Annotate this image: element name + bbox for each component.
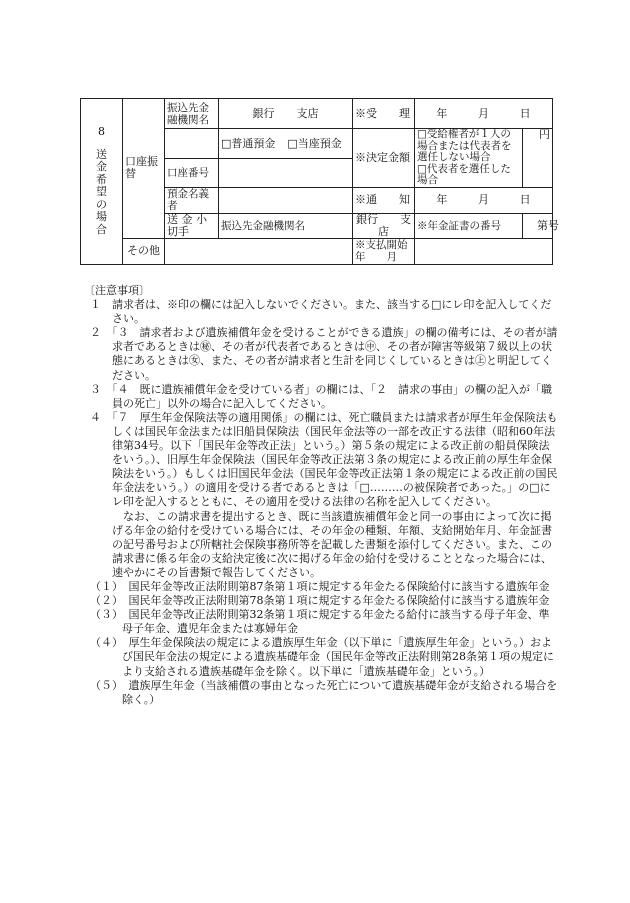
decision-amount-options[interactable]	[415, 129, 523, 188]
checkbox-ordinary-deposit[interactable]: □普通預金	[221, 136, 276, 150]
dest-bank-label: 振込先金融機関名	[165, 99, 219, 129]
payment-start-label: ※支払開始年 月	[353, 238, 415, 264]
account-number-label: 口座番号	[165, 159, 219, 187]
pension-subitem-4: （４） 厚生年金保険法の規定による遺族厚生年金（以下単に「遺族厚生年金」という。）および国民年金法の規定による遺族基礎年金（国民年金等改正法附則第28条第１項の規定により支給される遺族基礎年金を除く。以下単に「遺族基礎年金」という。）	[90, 636, 554, 678]
other-label: その他	[123, 238, 165, 264]
account-holder-label: 預金名義者	[165, 187, 219, 213]
pension-cert-field[interactable]: 第 号	[523, 213, 553, 238]
section-8-label: 8 送 金 希 望 の 場 合	[81, 99, 123, 265]
remittance-table	[80, 98, 559, 265]
account-transfer-label: 口座振替	[123, 99, 165, 239]
pension-subitem-2: （２） 国民年金等改正法附則第78条第１項に規定する年金たる保険給付に該当する遺族年金	[90, 594, 550, 608]
pension-cert-label: ※年金証書の番号	[415, 213, 523, 238]
received-date-field[interactable]: 年 月 日	[415, 99, 553, 129]
received-label: ※受 理	[353, 99, 415, 129]
note-3: ３ 「４ 既に遺族補償年金を受けている者」の欄には、「２ 請求の事由」の欄の記入が「職員の死亡」以外の場合に記入してください。	[90, 382, 552, 410]
dest-bank-field[interactable]: 銀行 支店	[219, 99, 353, 129]
remit-check-label: 送 金 小切手	[165, 213, 219, 238]
account-holder-field[interactable]	[219, 187, 353, 213]
notes-section	[84, 284, 558, 707]
other-field[interactable]	[165, 238, 353, 264]
pension-subitem-1: （１） 国民年金等改正法附則第87条第１項に規定する年金たる保険給付に該当する遺族年金	[90, 579, 550, 593]
note-2: ２ 「３ 請求者および遺族補償年金を受けることができる遺族」の欄の備考には、その者が請求者であるときは㊙、その者が代表者であるときは㊥、その者が障害等級第７級以上の状態にあるときは㊛、また、その者が請求者と生計を同じくしているときは㊤と明記してください。	[90, 326, 558, 382]
checkbox-current-deposit[interactable]: □当座預金	[287, 136, 342, 150]
decision-amount-label: ※決定金額	[353, 129, 415, 188]
note-4: ４ 「７ 厚生年金保険法等の適用関係」の欄には、死亡職員または請求者が厚生年金保険法もしくは国民年金法または旧船員保険法（国民年金法等の一部を改正する法律（昭和60年法律第34号。以下「国民年金等改正法」という。）第５条の規定による改正前の船員保険法をいう。）、旧厚生年金保険法（国民年金等改正法第３条の規定による改正前の厚生年金保険法をいう。）もしくは旧国民年金法（国民年金等改正法第１条の規定による改正前の国民年金法をいう。）の適用を受ける者であるときは「□………の被保険者であった。」の□にレ印を記入するとともに、その適用を受ける法律の名称を記入してください。	[90, 410, 558, 509]
notice-date-field[interactable]: 年 月 日	[415, 187, 553, 213]
notice-label: ※通 知	[353, 187, 415, 213]
deposit-type-label	[165, 129, 219, 159]
deposit-type-field[interactable]	[219, 129, 353, 159]
note-1: １ 請求者は、※印の欄には記入しないでください。また、該当する□にレ印を記入してください。	[90, 298, 552, 326]
remit-bank-field[interactable]: 銀行 支店	[353, 213, 415, 238]
checkbox-single-or-no-rep[interactable]: □受給権者が１人の場合または代表者を選任しない場合	[417, 128, 512, 163]
note-4-paragraph: なお、この請求書を提出するとき、既に当該遺族補償年金と同一の事由によって次に掲げる年金の給付を受けている場合には、その年金の種類、年額、支給開始年月、年金証書の記号番号および所轄社会保険事務所等を記載した書類を添付してください。また、この請求書に係る年金の支給決定後に次に掲げる年金の給付を受けることとなった場合には、速やかにその旨書類で報告してください。	[112, 509, 552, 579]
notes-heading: 〔注意事項〕	[84, 284, 150, 297]
remit-bank-label: 振込先金融機関名	[219, 213, 353, 238]
pension-subitem-3: （３） 国民年金等改正法附則第32条第１項に規定する年金たる給付に該当する母子年金、準母子年金、遺児年金または寡婦年金	[90, 608, 550, 636]
checkbox-rep-selected[interactable]: □代表者を選任した場合	[417, 162, 511, 186]
decision-amount-field[interactable]: 円	[523, 129, 553, 188]
pension-subitem-5: （５） 遺族厚生年金（当該補償の事由となった死亡について遺族基礎年金が支給される場合を除く。）	[90, 678, 558, 706]
payment-start-field[interactable]	[415, 238, 553, 264]
account-number-field[interactable]	[219, 159, 353, 187]
